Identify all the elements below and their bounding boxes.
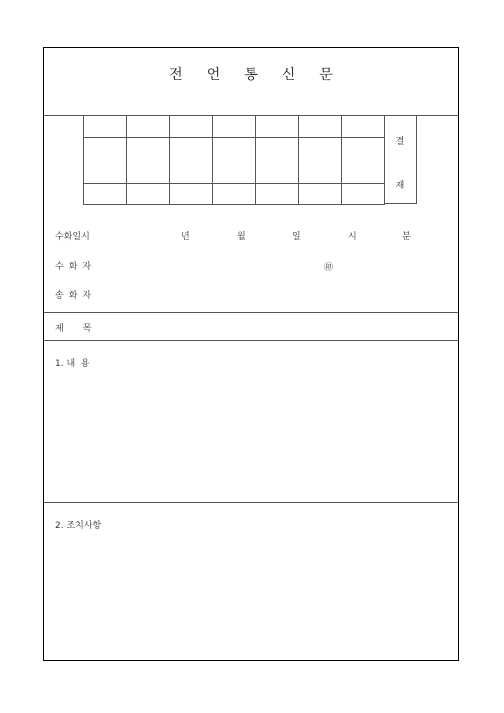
- telephone-message-form: [43, 47, 459, 661]
- day-unit: 일: [292, 232, 301, 242]
- approval-cell[interactable]: [84, 116, 127, 138]
- title-char: 언: [206, 67, 221, 83]
- form-title: [44, 64, 458, 84]
- approval-cell[interactable]: [127, 138, 170, 184]
- approval-cell[interactable]: [84, 138, 127, 184]
- content-section-label: 1. 내 용: [55, 359, 90, 369]
- approval-cell[interactable]: [84, 184, 127, 205]
- approval-char-1: 결: [395, 137, 405, 147]
- seal-mark: ㊞: [324, 263, 334, 273]
- approval-char-2: 재: [395, 181, 405, 191]
- approval-cell[interactable]: [213, 184, 256, 205]
- approval-cell[interactable]: [299, 184, 342, 205]
- approval-cell[interactable]: [256, 138, 299, 184]
- approval-cell[interactable]: [213, 138, 256, 184]
- approval-cell[interactable]: [256, 116, 299, 138]
- approval-cell[interactable]: [170, 116, 213, 138]
- hour-unit: 시: [348, 232, 357, 242]
- approval-cell[interactable]: [127, 184, 170, 205]
- approval-stamp-label: [384, 115, 417, 204]
- divider-subject-top: [44, 312, 458, 313]
- approval-cell[interactable]: [342, 116, 385, 138]
- month-unit: 월: [237, 232, 246, 242]
- approval-cell[interactable]: [342, 138, 385, 184]
- approval-cell[interactable]: [299, 138, 342, 184]
- divider-content-top: [44, 340, 458, 341]
- approval-signature-grid: [83, 115, 385, 205]
- year-unit: 년: [181, 232, 190, 242]
- minute-unit: 분: [402, 232, 411, 242]
- subject-label: 제 목: [55, 324, 92, 334]
- approval-cell[interactable]: [342, 184, 385, 205]
- title-char: 전: [169, 67, 183, 83]
- receiver-label: 수 화 자: [55, 262, 92, 272]
- action-section-label: 2. 조치사항: [55, 521, 102, 531]
- approval-cell[interactable]: [170, 184, 213, 205]
- received-datetime-label: 수화일시: [55, 232, 90, 242]
- approval-cell[interactable]: [299, 116, 342, 138]
- sender-label: 송 화 자: [55, 291, 92, 301]
- title-char: 문: [319, 67, 333, 83]
- title-char: 신: [281, 67, 296, 83]
- title-char: 통: [244, 67, 258, 83]
- approval-cell[interactable]: [127, 116, 170, 138]
- divider-action-top: [44, 502, 458, 503]
- approval-cell[interactable]: [213, 116, 256, 138]
- approval-cell[interactable]: [256, 184, 299, 205]
- approval-cell[interactable]: [170, 138, 213, 184]
